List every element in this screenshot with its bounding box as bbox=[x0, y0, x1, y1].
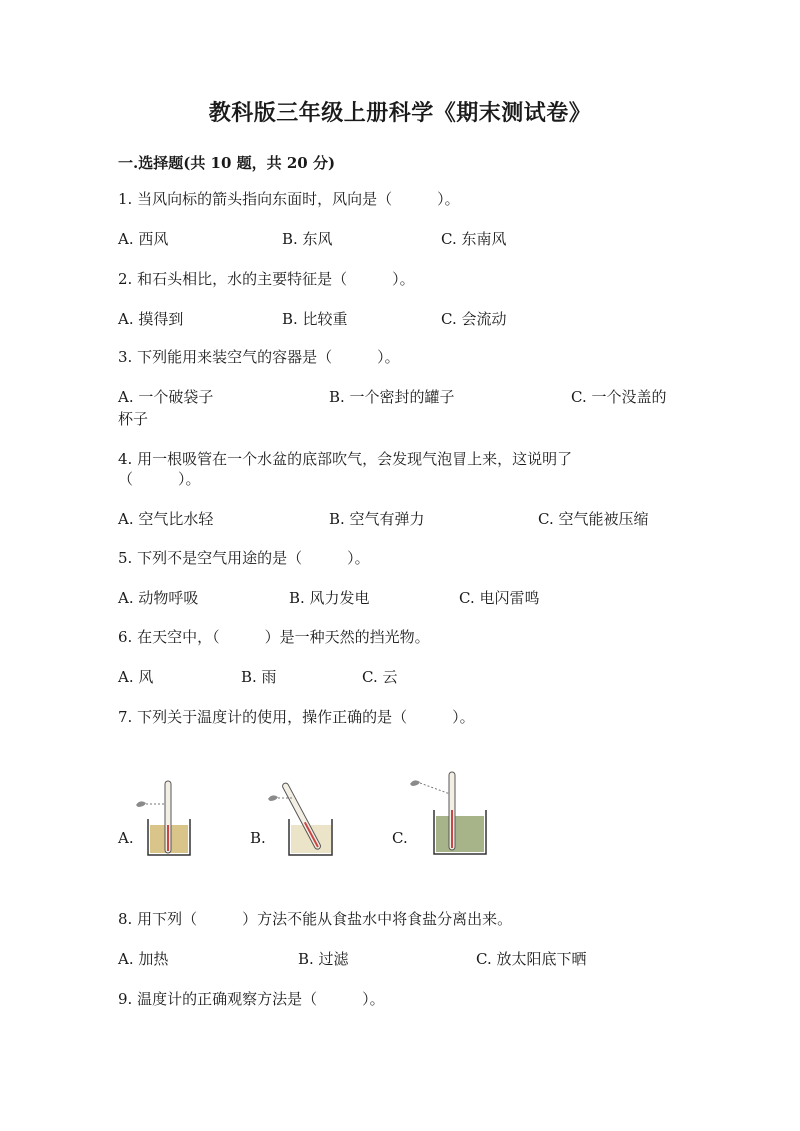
question-5-stem: 5. 下列不是空气用途的是（ ）。 bbox=[118, 549, 370, 567]
question-7-stem: 7. 下列关于温度计的使用，操作正确的是（ ）。 bbox=[118, 708, 475, 726]
thermometer-beaker-b-image bbox=[266, 775, 336, 859]
question-3-option-a: A. 一个破袋子 bbox=[118, 388, 214, 406]
question-6-option-a: A. 风 bbox=[118, 668, 154, 686]
question-4-option-c: C. 空气能被压缩 bbox=[538, 510, 649, 528]
question-6-option-b: B. 雨 bbox=[241, 668, 277, 686]
question-8-option-a: A. 加热 bbox=[118, 950, 169, 968]
question-4-stem-continued: （ ）。 bbox=[118, 470, 201, 488]
question-7-option-c: C. bbox=[392, 829, 408, 847]
question-3-option-c-continued: 杯子 bbox=[118, 410, 149, 428]
question-9-stem: 9. 温度计的正确观察方法是（ ）。 bbox=[118, 990, 385, 1008]
question-8-option-b: B. 过滤 bbox=[298, 950, 349, 968]
question-1-option-b: B. 东风 bbox=[282, 230, 333, 248]
question-4-option-a: A. 空气比水轻 bbox=[118, 510, 214, 528]
question-5-option-c: C. 电闪雷鸣 bbox=[459, 589, 540, 607]
question-4-stem: 4. 用一根吸管在一个水盆的底部吹气，会发现气泡冒上来，这说明了 bbox=[118, 450, 573, 468]
question-2-option-c: C. 会流动 bbox=[441, 310, 507, 328]
question-1-stem: 1. 当风向标的箭头指向东面时，风向是（ ）。 bbox=[118, 190, 460, 208]
question-5-option-a: A. 动物呼吸 bbox=[118, 589, 199, 607]
question-7-option-b: B. bbox=[250, 829, 266, 847]
question-1-option-a: A. 西风 bbox=[118, 230, 169, 248]
question-3-option-c: C. 一个没盖的 bbox=[571, 388, 667, 406]
question-2-stem: 2. 和石头相比，水的主要特征是（ ）。 bbox=[118, 270, 415, 288]
question-7-option-a: A. bbox=[118, 829, 134, 847]
thermometer-beaker-c-image bbox=[408, 770, 490, 860]
question-8-option-c: C. 放太阳底下晒 bbox=[476, 950, 587, 968]
question-6-option-c: C. 云 bbox=[362, 668, 398, 686]
section-heading: 一.选择题(共 10 题，共 20 分) bbox=[118, 154, 336, 172]
liquid-c bbox=[436, 816, 484, 852]
question-2-option-b: B. 比较重 bbox=[282, 310, 348, 328]
question-3-stem: 3. 下列能用来装空气的容器是（ ）。 bbox=[118, 348, 400, 366]
question-1-option-c: C. 东南风 bbox=[441, 230, 507, 248]
question-8-stem: 8. 用下列（ ）方法不能从食盐水中将食盐分离出来。 bbox=[118, 910, 513, 928]
question-3-option-b: B. 一个密封的罐子 bbox=[329, 388, 455, 406]
question-4-option-b: B. 空气有弹力 bbox=[329, 510, 425, 528]
question-6-stem: 6. 在天空中，（ ）是一种天然的挡光物。 bbox=[118, 628, 430, 646]
thermometer-beaker-a-image bbox=[134, 775, 198, 859]
question-5-option-b: B. 风力发电 bbox=[289, 589, 370, 607]
page-title: 教科版三年级上册科学《期末测试卷》 bbox=[208, 100, 592, 126]
question-2-option-a: A. 摸得到 bbox=[118, 310, 184, 328]
